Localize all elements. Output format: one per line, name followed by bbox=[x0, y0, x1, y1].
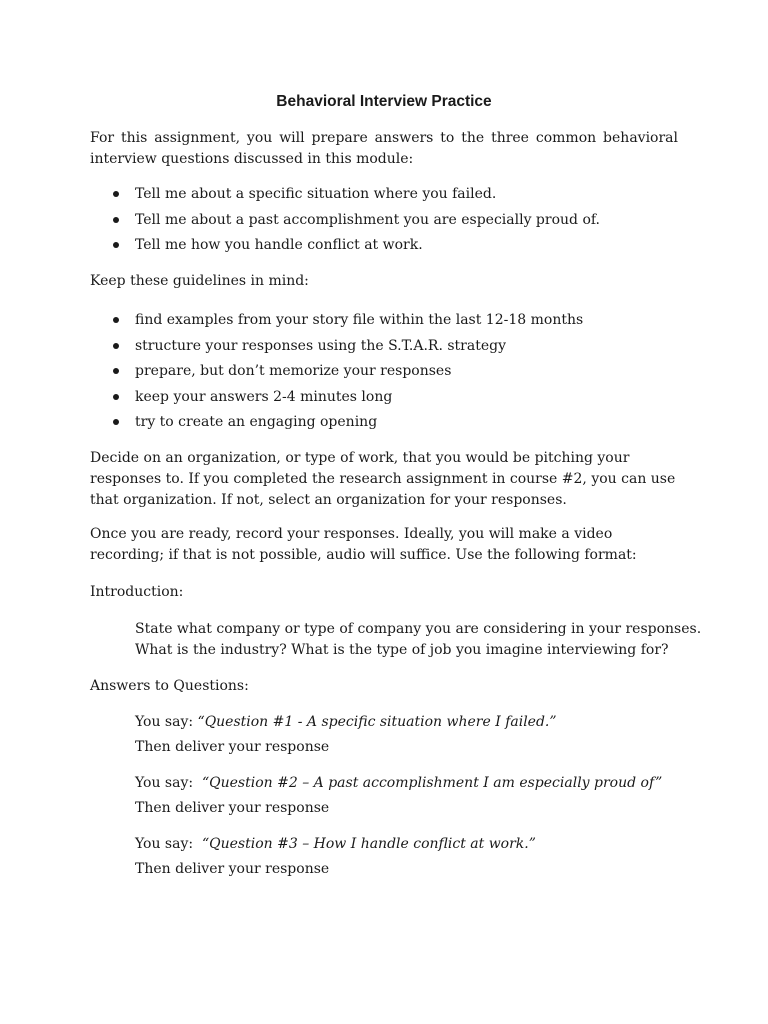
answer-prompt-2: You say: “Question #2 – A past accomplishment I am especially proud of” bbox=[135, 775, 663, 791]
answer-follow-1: Then deliver your response bbox=[135, 739, 330, 755]
answer-follow-3: Then deliver your response bbox=[135, 861, 330, 877]
guidelines-heading: Keep these guidelines in mind: bbox=[90, 273, 309, 289]
answer-prompt-1: You say: “Question #1 - A specific situation where I failed.” bbox=[135, 714, 557, 730]
introduction-line: State what company or type of company you are considering in your responses. bbox=[135, 621, 702, 637]
list-item: try to create an engaging opening bbox=[90, 412, 678, 438]
list-item: Tell me about a specific situation where you failed. bbox=[90, 184, 678, 210]
guidelines-list bbox=[90, 310, 678, 438]
answers-heading: Answers to Questions: bbox=[90, 678, 249, 694]
bullet-icon bbox=[113, 394, 119, 400]
recording-paragraph: Once you are ready, record your responses. Ideally, you will make a video recording; if that is not possible, audio will suffice. Use the following format: bbox=[90, 526, 637, 563]
list-item: find examples from your story file within the last 12-18 months bbox=[90, 310, 678, 336]
answer-prompt-3: You say: “Question #3 – How I handle conflict at work.” bbox=[135, 836, 536, 852]
bullet-icon bbox=[113, 191, 119, 197]
answer-follow-2: Then deliver your response bbox=[135, 800, 330, 816]
list-item: structure your responses using the S.T.A.R. strategy bbox=[90, 336, 678, 362]
list-item: Tell me how you handle conflict at work. bbox=[90, 235, 678, 261]
bullet-icon bbox=[113, 368, 119, 374]
introduction-heading: Introduction: bbox=[90, 584, 184, 600]
bullet-icon bbox=[113, 317, 119, 323]
bullet-icon bbox=[113, 217, 119, 223]
list-item: prepare, but don’t memorize your responses bbox=[90, 361, 678, 387]
document-title: Behavioral Interview Practice bbox=[276, 93, 492, 110]
bullet-icon bbox=[113, 242, 119, 248]
introduction-line: What is the industry? What is the type of job you imagine interviewing for? bbox=[135, 642, 669, 658]
list-item: Tell me about a past accomplishment you are especially proud of. bbox=[90, 210, 678, 236]
bullet-icon bbox=[113, 419, 119, 425]
bullet-icon bbox=[113, 343, 119, 349]
organization-paragraph: Decide on an organization, or type of work, that you would be pitching your responses to. If you completed the research assignment in course #2, you can use that organization. If not, select an organization for your responses. bbox=[90, 450, 676, 508]
questions-list bbox=[90, 184, 678, 261]
intro-paragraph: For this assignment, you will prepare answers to the three common behavioral interview questions discussed in this module: bbox=[90, 130, 678, 167]
list-item: keep your answers 2-4 minutes long bbox=[90, 387, 678, 413]
